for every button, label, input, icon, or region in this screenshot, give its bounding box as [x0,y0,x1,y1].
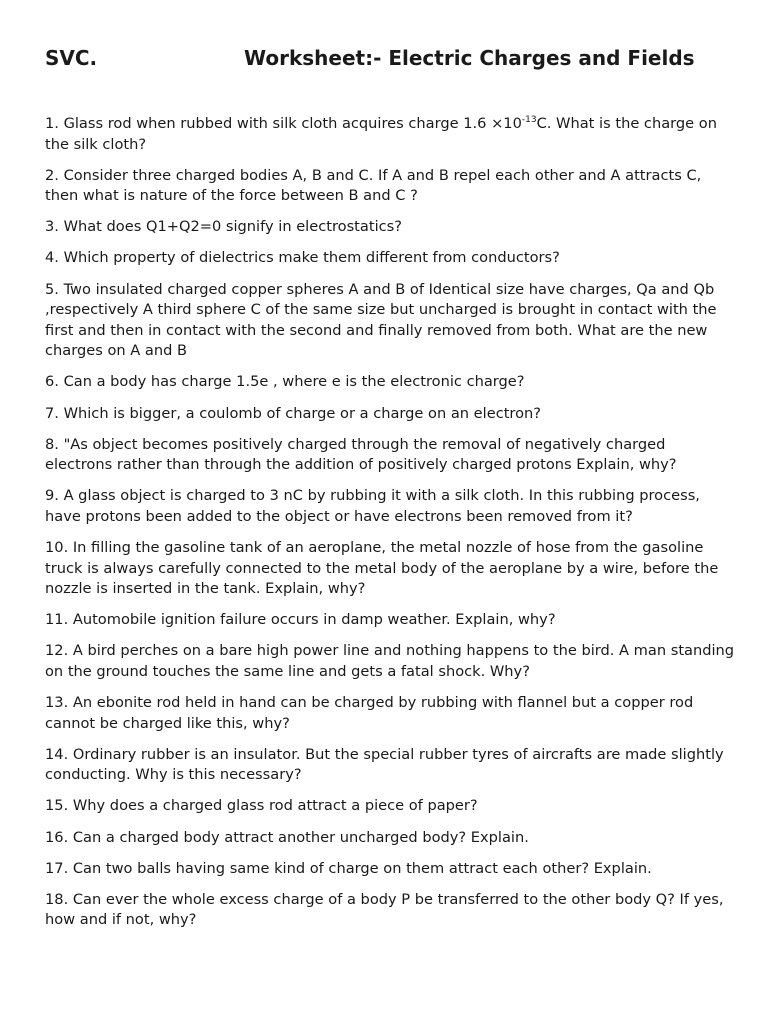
question-14: 14. Ordinary rubber is an insulator. But the special rubber tyres of aircrafts are made slightly conducting. Why is this necessary? [45,745,724,784]
question-17: 17. Can two balls having same kind of charge on them attract each other? Explain. [45,859,652,877]
question-13: 13. An ebonite rod held in hand can be charged by rubbing with flannel but a copper rod cannot be charged like this, why? [45,694,694,732]
question-3: 3. What does Q1+Q2=0 signify in electrostatics? [45,218,402,236]
question-1-text-end: C. What is the charge on the silk cloth? [45,115,717,153]
question-8: 8. "As object becomes positively charged through the removal of negatively charged electrons rather than through the addition of positively charged protons Explain, why? [45,435,677,474]
question-12: 12. A bird perches on a bare high power line and nothing happens to the bird. A man standing on the ground touches the same line and gets a fatal shock. Why? [45,642,735,680]
question-list [45,114,735,941]
question-1-text: 1. Glass rod when rubbed with silk cloth acquires charge 1.6 ×10 [45,115,522,132]
school-name: SVC. [45,46,98,70]
question-1-exponent: -13 [521,115,537,126]
question-1 [45,114,735,155]
question-15: 15. Why does a charged glass rod attract a piece of paper? [45,797,478,815]
worksheet-title: Worksheet:- Electric Charges and Fields [244,46,695,70]
question-5: 5. Two insulated charged copper spheres A and B of Identical size have charges, Qa and Qb ,respectively A third sphere C of the same size but uncharged is brought in contact with the first and then in contact with the second and finally removed from both. What are the new charges on A and B [45,280,717,360]
question-10: 10. In filling the gasoline tank of an aeroplane, the metal nozzle of hose from the gasoline truck is always carefully connected to the metal body of the aeroplane by a wire, before the nozzle is inserted in the tank. Explain, why? [45,539,719,598]
question-7: 7. Which is bigger, a coulomb of charge or a charge on an electron? [45,404,542,422]
question-4: 4. Which property of dielectrics make them different from conductors? [45,249,560,267]
question-2: 2. Consider three charged bodies A, B and C. If A and B repel each other and A attracts C, then what is nature of the force between B and C ? [45,166,702,205]
question-6: 6. Can a body has charge 1.5e , where e is the electronic charge? [45,373,525,391]
question-18: 18. Can ever the whole excess charge of a body P be transferred to the other body Q? If yes, how and if not, why? [45,890,724,929]
question-16: 16. Can a charged body attract another uncharged body? Explain. [45,828,529,846]
question-11: 11. Automobile ignition failure occurs in damp weather. Explain, why? [45,611,556,629]
question-9: 9. A glass object is charged to 3 nC by rubbing it with a silk cloth. In this rubbing process, have protons been added to the object or have electrons been removed from it? [45,487,700,525]
